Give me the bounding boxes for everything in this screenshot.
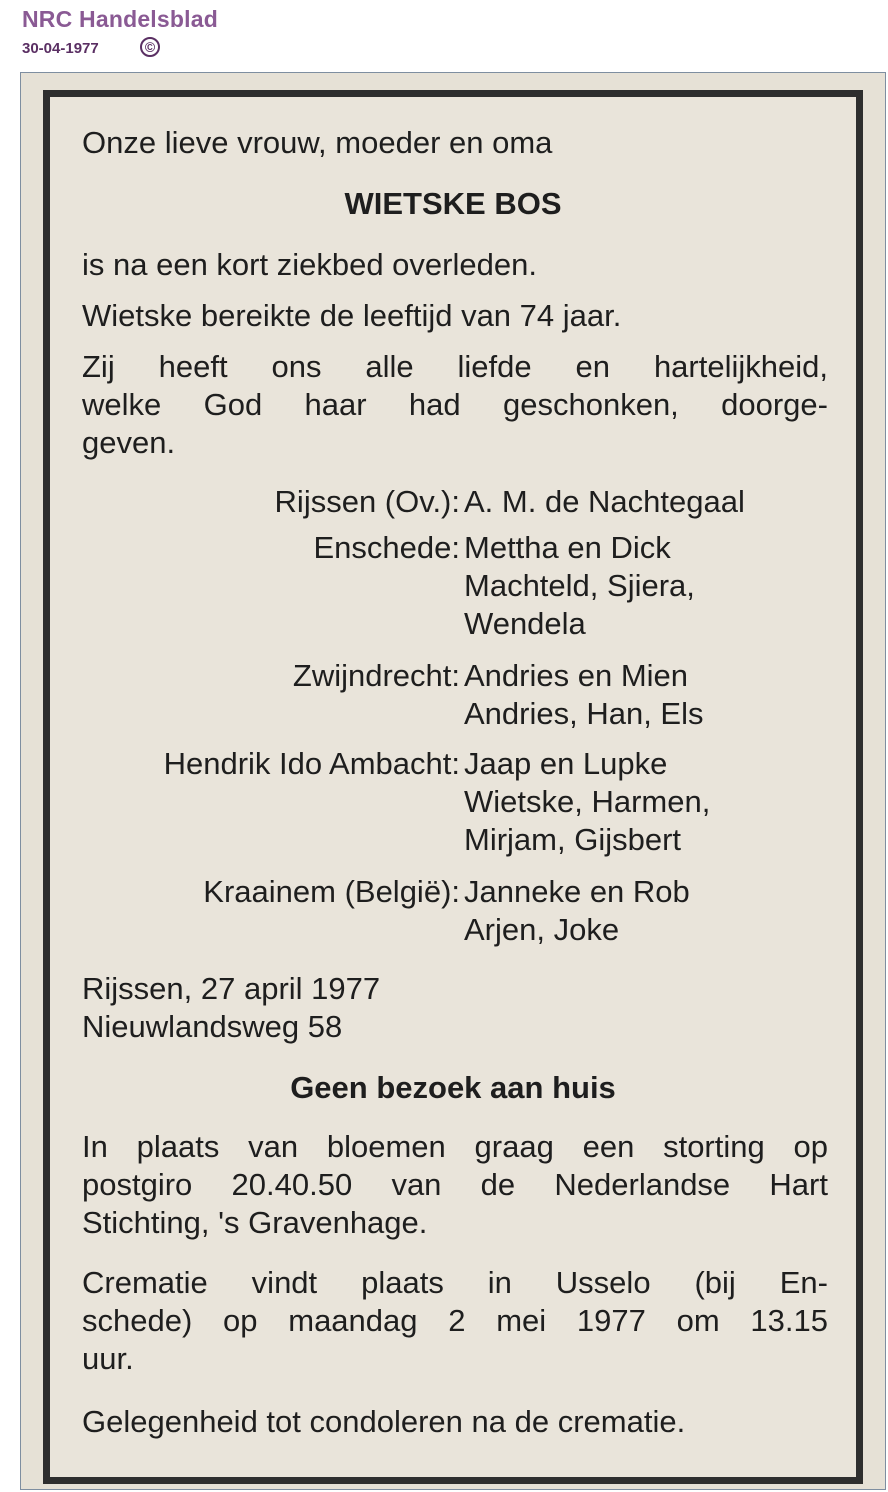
family-names: A. M. de Nachtegaal	[464, 484, 745, 519]
family-place: Enschede:	[313, 530, 460, 565]
deceased-name: WIETSKE BOS	[344, 186, 562, 221]
family-names: Machteld, Sjiera,	[464, 568, 695, 603]
tribute-line-1: Zij heeft ons alle liefde en hartelijkheid,	[82, 349, 828, 384]
family-names: Wietske, Harmen,	[464, 784, 711, 819]
flowers-line-2: postgiro 20.40.50 van de Nederlandse Hart	[82, 1167, 828, 1202]
flowers-line-3: Stichting, 's Gravenhage.	[82, 1205, 428, 1240]
family-names: Andries en Mien	[464, 658, 689, 693]
family-names: Jaap en Lupke	[464, 746, 668, 781]
family-names: Arjen, Joke	[464, 912, 620, 947]
newspaper-clipping	[20, 72, 886, 1490]
notice-passed: is na een kort ziekbed overleden.	[82, 247, 537, 282]
tribute-line-3: geven.	[82, 425, 176, 460]
cremation-line-2: schede) op maandag 2 mei 1977 om 13.15	[82, 1303, 828, 1338]
family-names: Wendela	[464, 606, 586, 641]
family-place: Kraainem (België):	[203, 874, 460, 909]
family-names: Mirjam, Gijsbert	[464, 822, 682, 857]
notice-age: Wietske bereikte de leeftijd van 74 jaar.	[82, 298, 622, 333]
family-place: Hendrik Ido Ambacht:	[163, 746, 460, 781]
family-names: Mettha en Dick	[464, 530, 671, 565]
no-visit-notice: Geen bezoek aan huis	[290, 1070, 616, 1105]
notice-address: Nieuwlandsweg 58	[82, 1009, 343, 1044]
copyright-icon[interactable]: ©	[140, 37, 160, 57]
flowers-line-1: In plaats van bloemen graag een storting op	[82, 1129, 828, 1164]
condolences-line: Gelegenheid tot condoleren na de crematie.	[82, 1404, 686, 1439]
publication-date: 30-04-1977	[22, 40, 99, 57]
cremation-line-3: uur.	[82, 1341, 134, 1376]
cremation-line-1: Crematie vindt plaats in Usselo (bij En-	[82, 1265, 828, 1300]
family-names: Janneke en Rob	[464, 874, 690, 909]
obituary-frame	[43, 90, 863, 1484]
publication-title: NRC Handelsblad	[22, 6, 218, 32]
family-place: Zwijndrecht:	[292, 658, 460, 693]
family-place: Rijssen (Ov.):	[274, 484, 460, 519]
family-names: Andries, Han, Els	[464, 696, 704, 731]
notice-intro: Onze lieve vrouw, moeder en oma	[82, 125, 553, 160]
notice-date-place: Rijssen, 27 april 1977	[82, 971, 381, 1006]
tribute-line-2: welke God haar had geschonken, doorge-	[82, 387, 828, 422]
